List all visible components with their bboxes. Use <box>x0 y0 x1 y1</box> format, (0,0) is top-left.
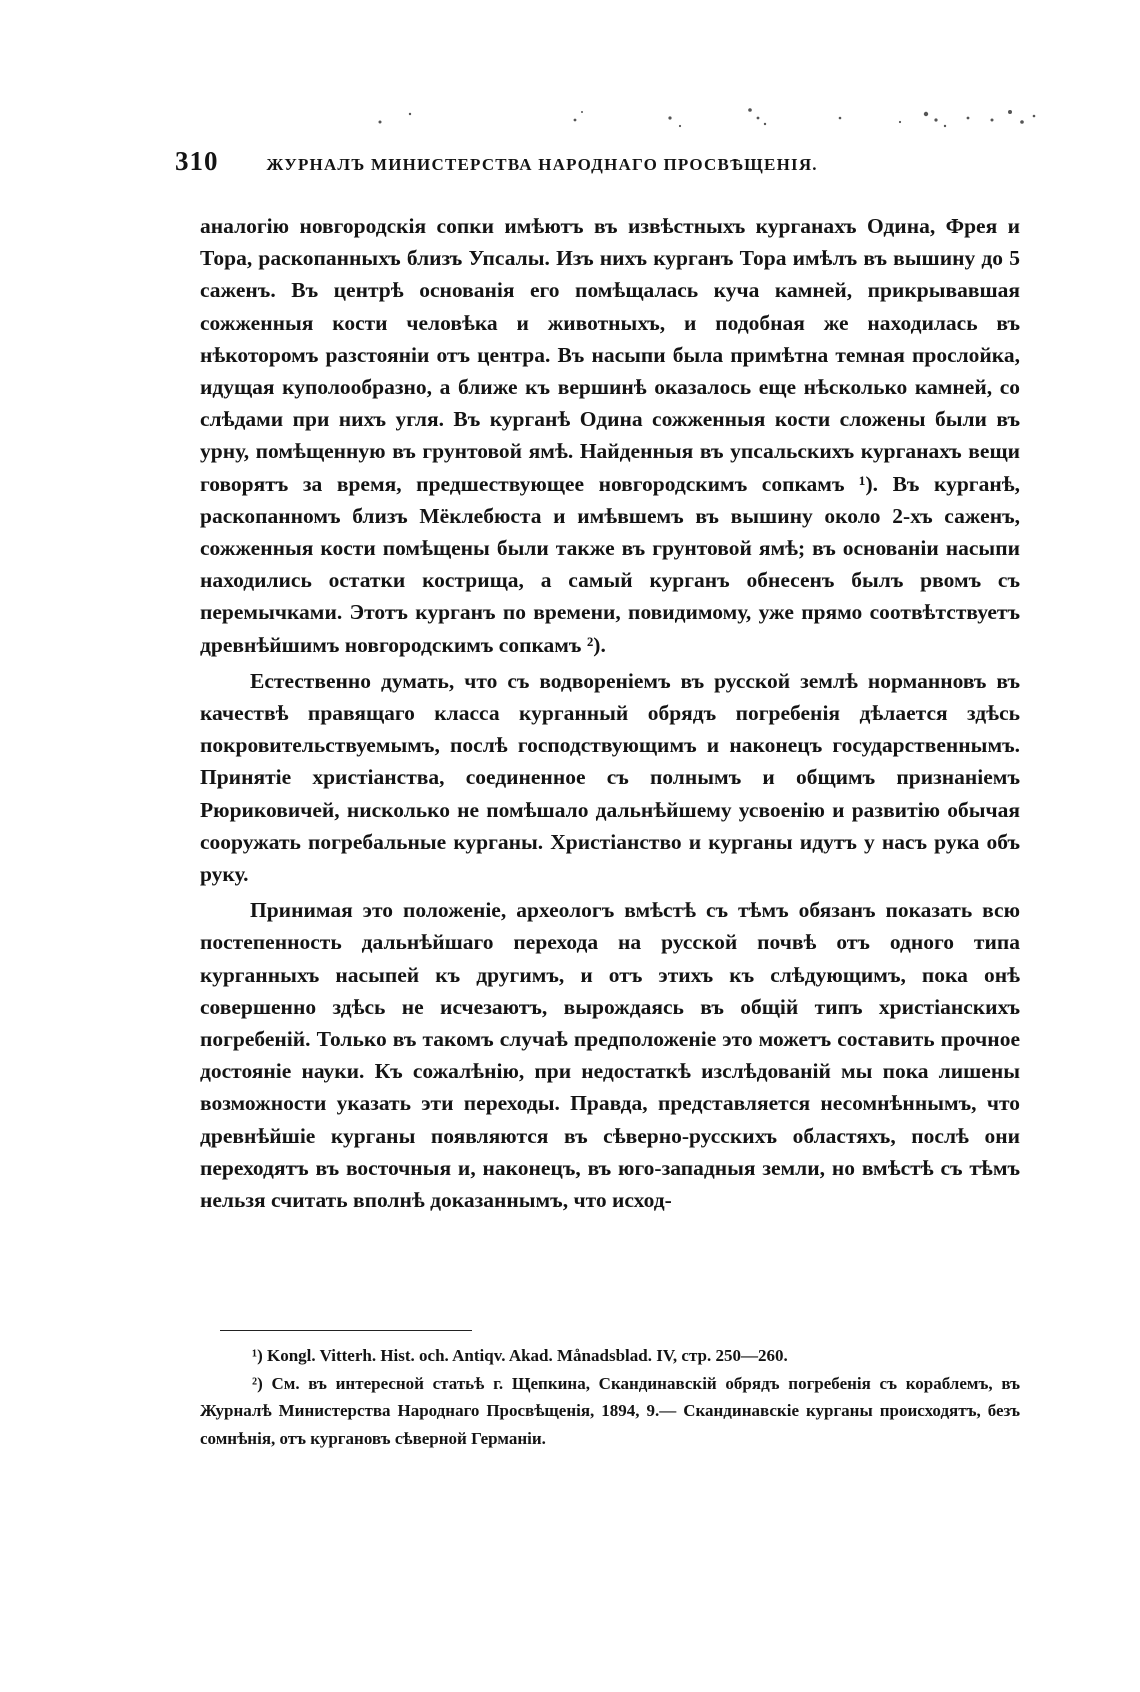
page-header <box>175 146 1035 186</box>
page-number: 310 <box>175 146 219 176</box>
footnotes <box>200 1342 1020 1452</box>
paragraph-1: аналогію новгородскія сопки имѣютъ въ извѣстныхъ курганахъ Одина, Фрея и Тора, раскопанныхъ близъ Упсалы. Изъ нихъ курганъ Тора имѣлъ въ вышину до 5 саженъ. Въ центрѣ основанія его помѣщалась куча камней, прикрывавшая сожженныя кости человѣка и животныхъ, и подобная же находилась въ нѣкоторомъ разстояніи отъ центра. Въ насыпи была примѣтна темная прослойка, идущая куполообразно, а ближе къ вершинѣ оказалось еще нѣсколько камней, со слѣдами при нихъ угля. Въ курганѣ Одина сожженныя кости сложены были въ урну, помѣщенную въ грунтовой ямѣ. Найденныя въ упсальскихъ курганахъ вещи говорятъ за время, предшествующее новгородскимъ сопкамъ ¹). Въ курганѣ, раскопанномъ близъ Мёклебюста и имѣвшемъ въ вышину около 2-хъ саженъ, сожженныя кости помѣщены были также въ грунтовой ямѣ; въ основаніи насыпи находились остатки кострища, а самый курганъ обнесенъ былъ рвомъ съ перемычками. Этотъ курганъ по времени, повидимому, уже прямо соотвѣтствуетъ древнѣйшимъ новгородскимъ сопкамъ ²). <box>200 214 1020 657</box>
scan-noise-specks <box>370 100 1050 140</box>
paragraph-2: Естественно думать, что съ водвореніемъ въ русской землѣ норманновъ въ качествѣ правящаго класса курганный обрядъ погребенія дѣлается здѣсь покровительствуемымъ, послѣ господствующимъ и наконецъ государственнымъ. Принятіе христіанства, соединенное съ полнымъ и общимъ признаніемъ Рюриковичей, нисколько не помѣшало дальнѣйшему усвоенію и развитію обычая сооружать погребальные курганы. Христіанство и курганы идутъ у насъ рука объ руку. <box>200 668 1020 887</box>
main-text <box>200 210 1020 1216</box>
footnote-1: ¹) Kongl. Vitterh. Hist. och. Antiqv. Akad. Månadsblad. IV, стр. 250—260. <box>252 1346 788 1365</box>
footnote-2: ²) См. въ интересной статьѣ г. Щепкина, Скандинавскій обрядъ погребенія съ кораблемъ, въ Журналѣ Министерства Народнаго Просвѣщенія, 1894, 9.— Скандинавскіе курганы происходятъ, безъ сомнѣнія, отъ кургановъ сѣверной Германіи. <box>200 1373 1020 1448</box>
footnote-divider <box>220 1330 472 1331</box>
paragraph-3: Принимая это положеніе, археологъ вмѣстѣ съ тѣмъ обязанъ показать всю постепенность дальнѣйшаго перехода на русской почвѣ отъ одного типа курганныхъ насыпей къ другимъ, и отъ этихъ къ слѣдующимъ, пока онѣ совершенно здѣсь не исчезаютъ, вырождаясь въ общій типъ христіанскихъ погребеній. Только въ такомъ случаѣ предположеніе это можетъ составить прочное достояніе науки. Къ сожалѣнію, при недостаткѣ изслѣдованій мы пока лишены возможности указать эти переходы. Правда, представляется несомнѣннымъ, что древнѣйшіе курганы появляются въ сѣверно-русскихъ областяхъ, послѣ они переходятъ въ восточныя и, наконецъ, въ юго-западныя земли, но вмѣстѣ съ тѣмъ нельзя считать вполнѣ доказаннымъ, что исход- <box>200 898 1020 1213</box>
running-title: ЖУРНАЛЪ МИНИСТЕРСТВА НАРОДНАГО ПРОСВѢЩЕНІЯ. <box>266 155 818 174</box>
